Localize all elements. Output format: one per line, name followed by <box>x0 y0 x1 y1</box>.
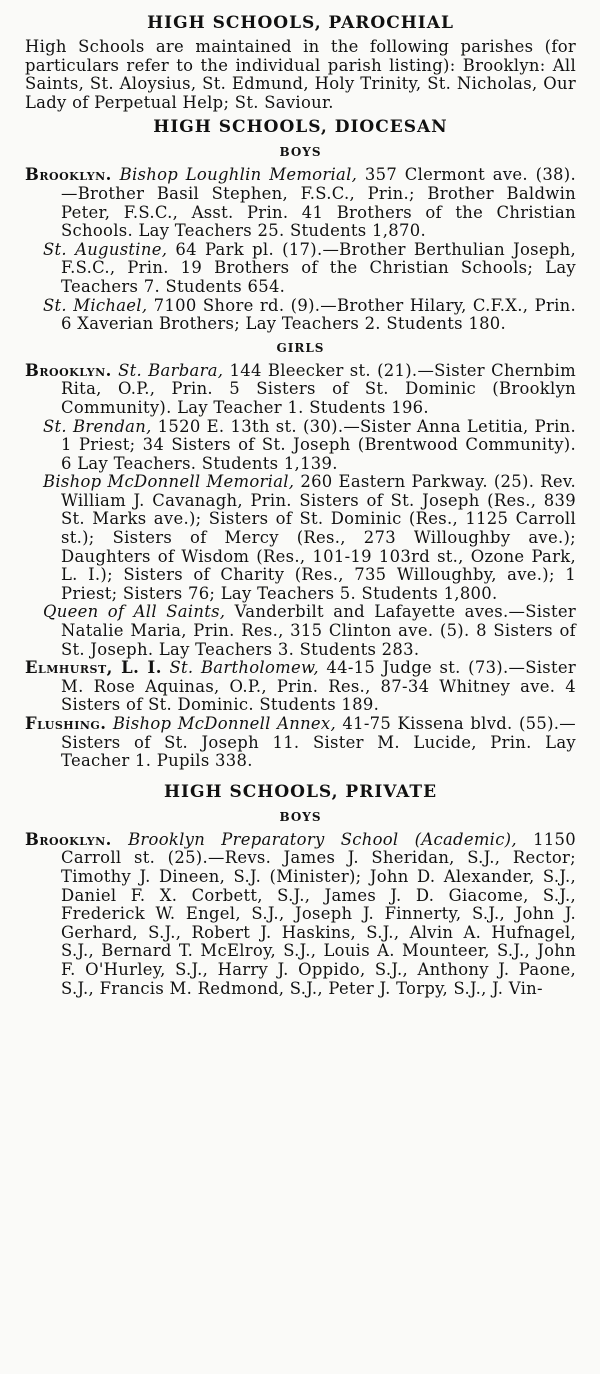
entry-place: Flushing. <box>25 714 107 733</box>
entry-place: Brooklyn. <box>25 829 112 849</box>
diocesan-girls-list <box>25 362 576 771</box>
school-entry <box>25 241 576 297</box>
private-boys-list <box>25 831 576 998</box>
entry-details: 7100 Shore rd. (9).—Brother Hilary, C.F.X., Prin. 6 Xaverian Brothers; Lay Teachers 2. Students 180. <box>61 295 576 334</box>
entry-details: 357 Clermont ave. (38).—Brother Basil Stephen, F.S.C., Prin.; Brother Baldwin Peter, F.S.C., Asst. Prin. 41 Brothers of the Christian Schools. Lay Teachers 25. Students 1,870. <box>61 165 576 241</box>
school-entry <box>25 831 576 998</box>
school-entry <box>25 362 576 418</box>
entry-details: 41-75 Kissena blvd. (55).—Sisters of St. Joseph 11. Sister M. Lucide, Prin. Lay Teacher 1. Pupils 338. <box>61 714 576 771</box>
entry-school-name: St. Brendan, <box>43 416 152 436</box>
entry-school-name: Brooklyn Preparatory School (Academic), <box>128 829 517 849</box>
entry-school-name: St. Augustine, <box>43 239 168 259</box>
subheading-boys-private: BOYS <box>279 809 322 824</box>
school-entry <box>25 715 576 771</box>
entry-details: 44-15 Judge st. (73).—Sister M. Rose Aquinas, O.P., Prin. Res., 87-34 Whitney ave. 4 Sisters of St. Dominic. Students 189. <box>61 658 577 715</box>
section-heading-private: HIGH SCHOOLS, PRIVATE <box>163 781 438 802</box>
entry-details: 144 Bleecker st. (21).—Sister Chernbim Rita, O.P., Prin. 5 Sisters of St. Dominic (Brooklyn Community). Lay Teacher 1. Students 196. <box>61 360 576 417</box>
school-entry <box>25 473 576 603</box>
parochial-paragraph: High Schools are maintained in the following parishes (for particulars refer to the individual parish listing): Brooklyn: All Saints, St. Aloysius, St. Edmund, Holy Trinity, St. Nicholas, Our Lady of Perpetual Help; St. Saviour. <box>25 37 576 112</box>
subheading-boys: BOYS <box>279 145 322 160</box>
entry-school-name: Bishop McDonnell Annex, <box>112 714 336 733</box>
entry-place: Brooklyn. <box>25 165 112 185</box>
school-entry <box>25 297 576 334</box>
school-entry <box>25 418 576 474</box>
school-entry <box>25 659 576 715</box>
school-entry <box>25 166 576 240</box>
entry-school-name: Bishop Loughlin Memorial, <box>119 165 358 185</box>
entry-details: 1520 E. 13th st. (30).—Sister Anna Letitia, Prin. 1 Priest; 34 Sisters of St. Joseph (Brentwood Community). 6 Lay Teachers. Students 1,139. <box>61 416 576 473</box>
entry-place: Elmhurst, L. I. <box>25 658 162 678</box>
section-heading-parochial: HIGH SCHOOLS, PAROCHIAL <box>147 13 454 33</box>
entry-school-name: St. Barbara, <box>118 360 224 380</box>
entry-details: Vanderbilt and Lafayette aves.—Sister Natalie Maria, Prin. Res., 315 Clinton ave. (5). 8 Sisters of St. Joseph. Lay Teachers 3. Students 283. <box>61 602 577 659</box>
section-heading-diocesan: HIGH SCHOOLS, DIOCESAN <box>153 117 448 138</box>
diocesan-boys-list <box>25 166 576 333</box>
entry-school-name: Queen of All Saints, <box>43 602 226 622</box>
school-entry <box>25 603 576 659</box>
entry-details: 64 Park pl. (17).—Brother Berthulian Joseph, F.S.C., Prin. 19 Brothers of the Christian Schools; Lay Teachers 7. Students 654. <box>61 239 576 296</box>
entry-place: Brooklyn. <box>25 360 112 380</box>
subheading-girls: GIRLS <box>276 340 325 355</box>
entry-details: 1150 Carroll st. (25).—Revs. James J. Sheridan, S.J., Rector; Timothy J. Dineen, S.J. (Minister); John D. Alexander, S.J., Daniel F. X. Corbett, S.J., James J. D. Giacome, S.J., Frederick W. Engel, S.J., Joseph J. Finnerty, S.J., John J. Gerhard, S.J., Robert J. Haskins, S.J., Alvin A. Hufnagel, S.J., Bernard T. McElroy, S.J., Louis A. Mounteer, S.J., John F. O'Hurley, S.J., Harry J. Oppido, S.J., Anthony J. Paone, S.J., Francis M. Redmond, S.J., Peter J. Torpy, S.J., J. Vin- <box>61 829 576 998</box>
entry-school-name: St. Michael, <box>43 295 148 315</box>
entry-school-name: Bishop McDonnell Memorial, <box>43 472 295 492</box>
entry-school-name: St. Bartholomew, <box>169 658 319 678</box>
entry-details: 260 Eastern Parkway. (25). Rev. William J. Cavanagh, Prin. Sisters of St. Joseph (Res., 839 St. Marks ave.); Sisters of St. Dominic (Res., 1125 Carroll st.); Sisters of Mercy (Res., 273 Willoughby ave.); Daughters of Wisdom (Res., 101-19 103rd st., Ozone Park, L. I.); Sisters of Charity (Res., 735 Willoughby, ave.); 1 Priest; Sisters 76; Lay Teachers 5. Students 1,800. <box>61 472 576 603</box>
